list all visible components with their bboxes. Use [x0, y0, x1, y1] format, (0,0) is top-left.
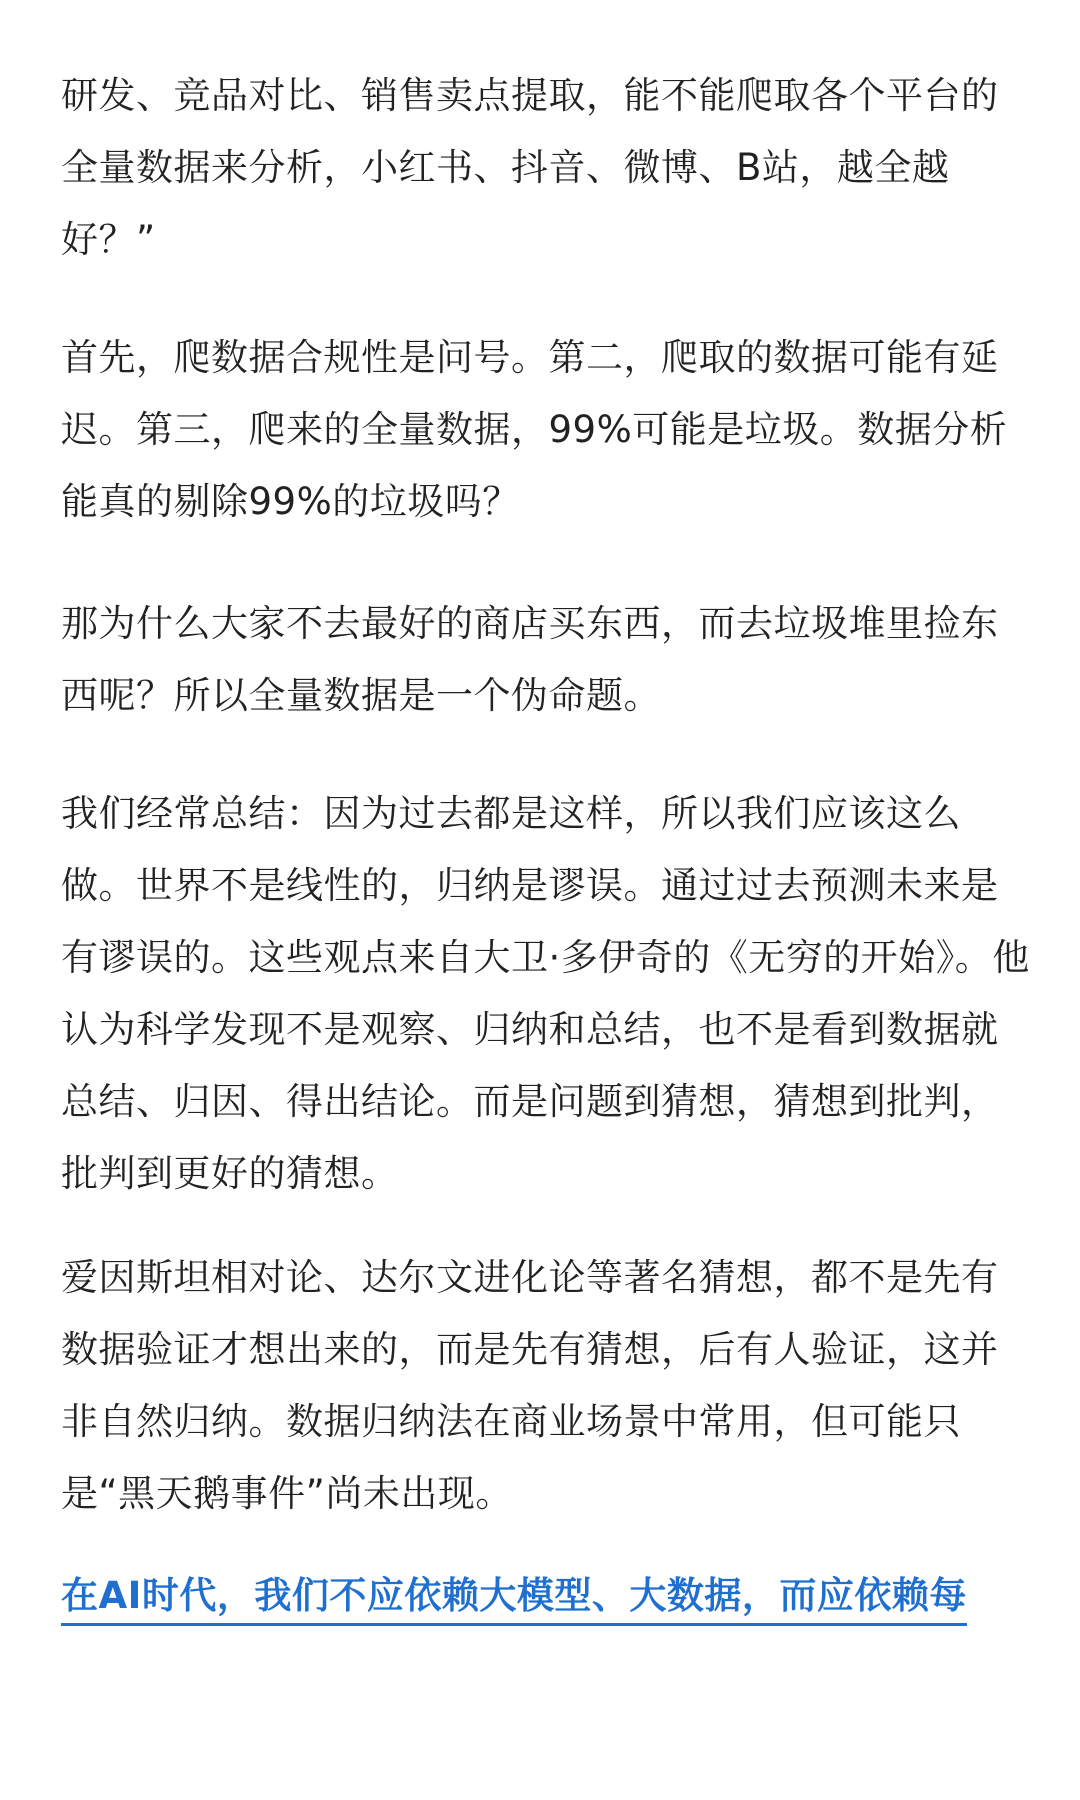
paragraph-1: 研发、竞品对比、销售卖点提取，能不能爬取各个平台的全量数据来分析，小红书、抖音、微博、B站，越全越好？” — [61, 74, 999, 261]
paragraph-4: 我们经常总结：因为过去都是这样，所以我们应该这么做。世界不是线性的，归纳是谬误。通过过去预测未来是有谬误的。这些观点来自大卫·多伊奇的《无穷的开始》。他认为科学发现不是观察、归纳和总结，也不是看到数据就总结、归因、得出结论。而是问题到猜想，猜想到批判，批判到更好的猜想。 — [61, 792, 1030, 1195]
link-paragraph — [61, 1560, 1031, 1632]
paragraph-5: 爱因斯坦相对论、达尔文进化论等著名猜想，都不是先有数据验证才想出来的，而是先有猜想，后有人验证，这并非自然归纳。数据归纳法在商业场景中常用，但可能只是“黑天鹅事件”尚未出现。 — [61, 1256, 999, 1515]
paragraph-3: 那为什么大家不去最好的商店买东西，而去垃圾堆里捡东西呢？所以全量数据是一个伪命题。 — [61, 602, 999, 717]
article-link[interactable]: 在AI时代，我们不应依赖大模型、大数据，而应依赖每 — [61, 1574, 967, 1626]
paragraph-2: 首先，爬数据合规性是问号。第二，爬取的数据可能有延迟。第三，爬来的全量数据，99%可能是垃圾。数据分析能真的剔除99%的垃圾吗？ — [61, 336, 1008, 523]
